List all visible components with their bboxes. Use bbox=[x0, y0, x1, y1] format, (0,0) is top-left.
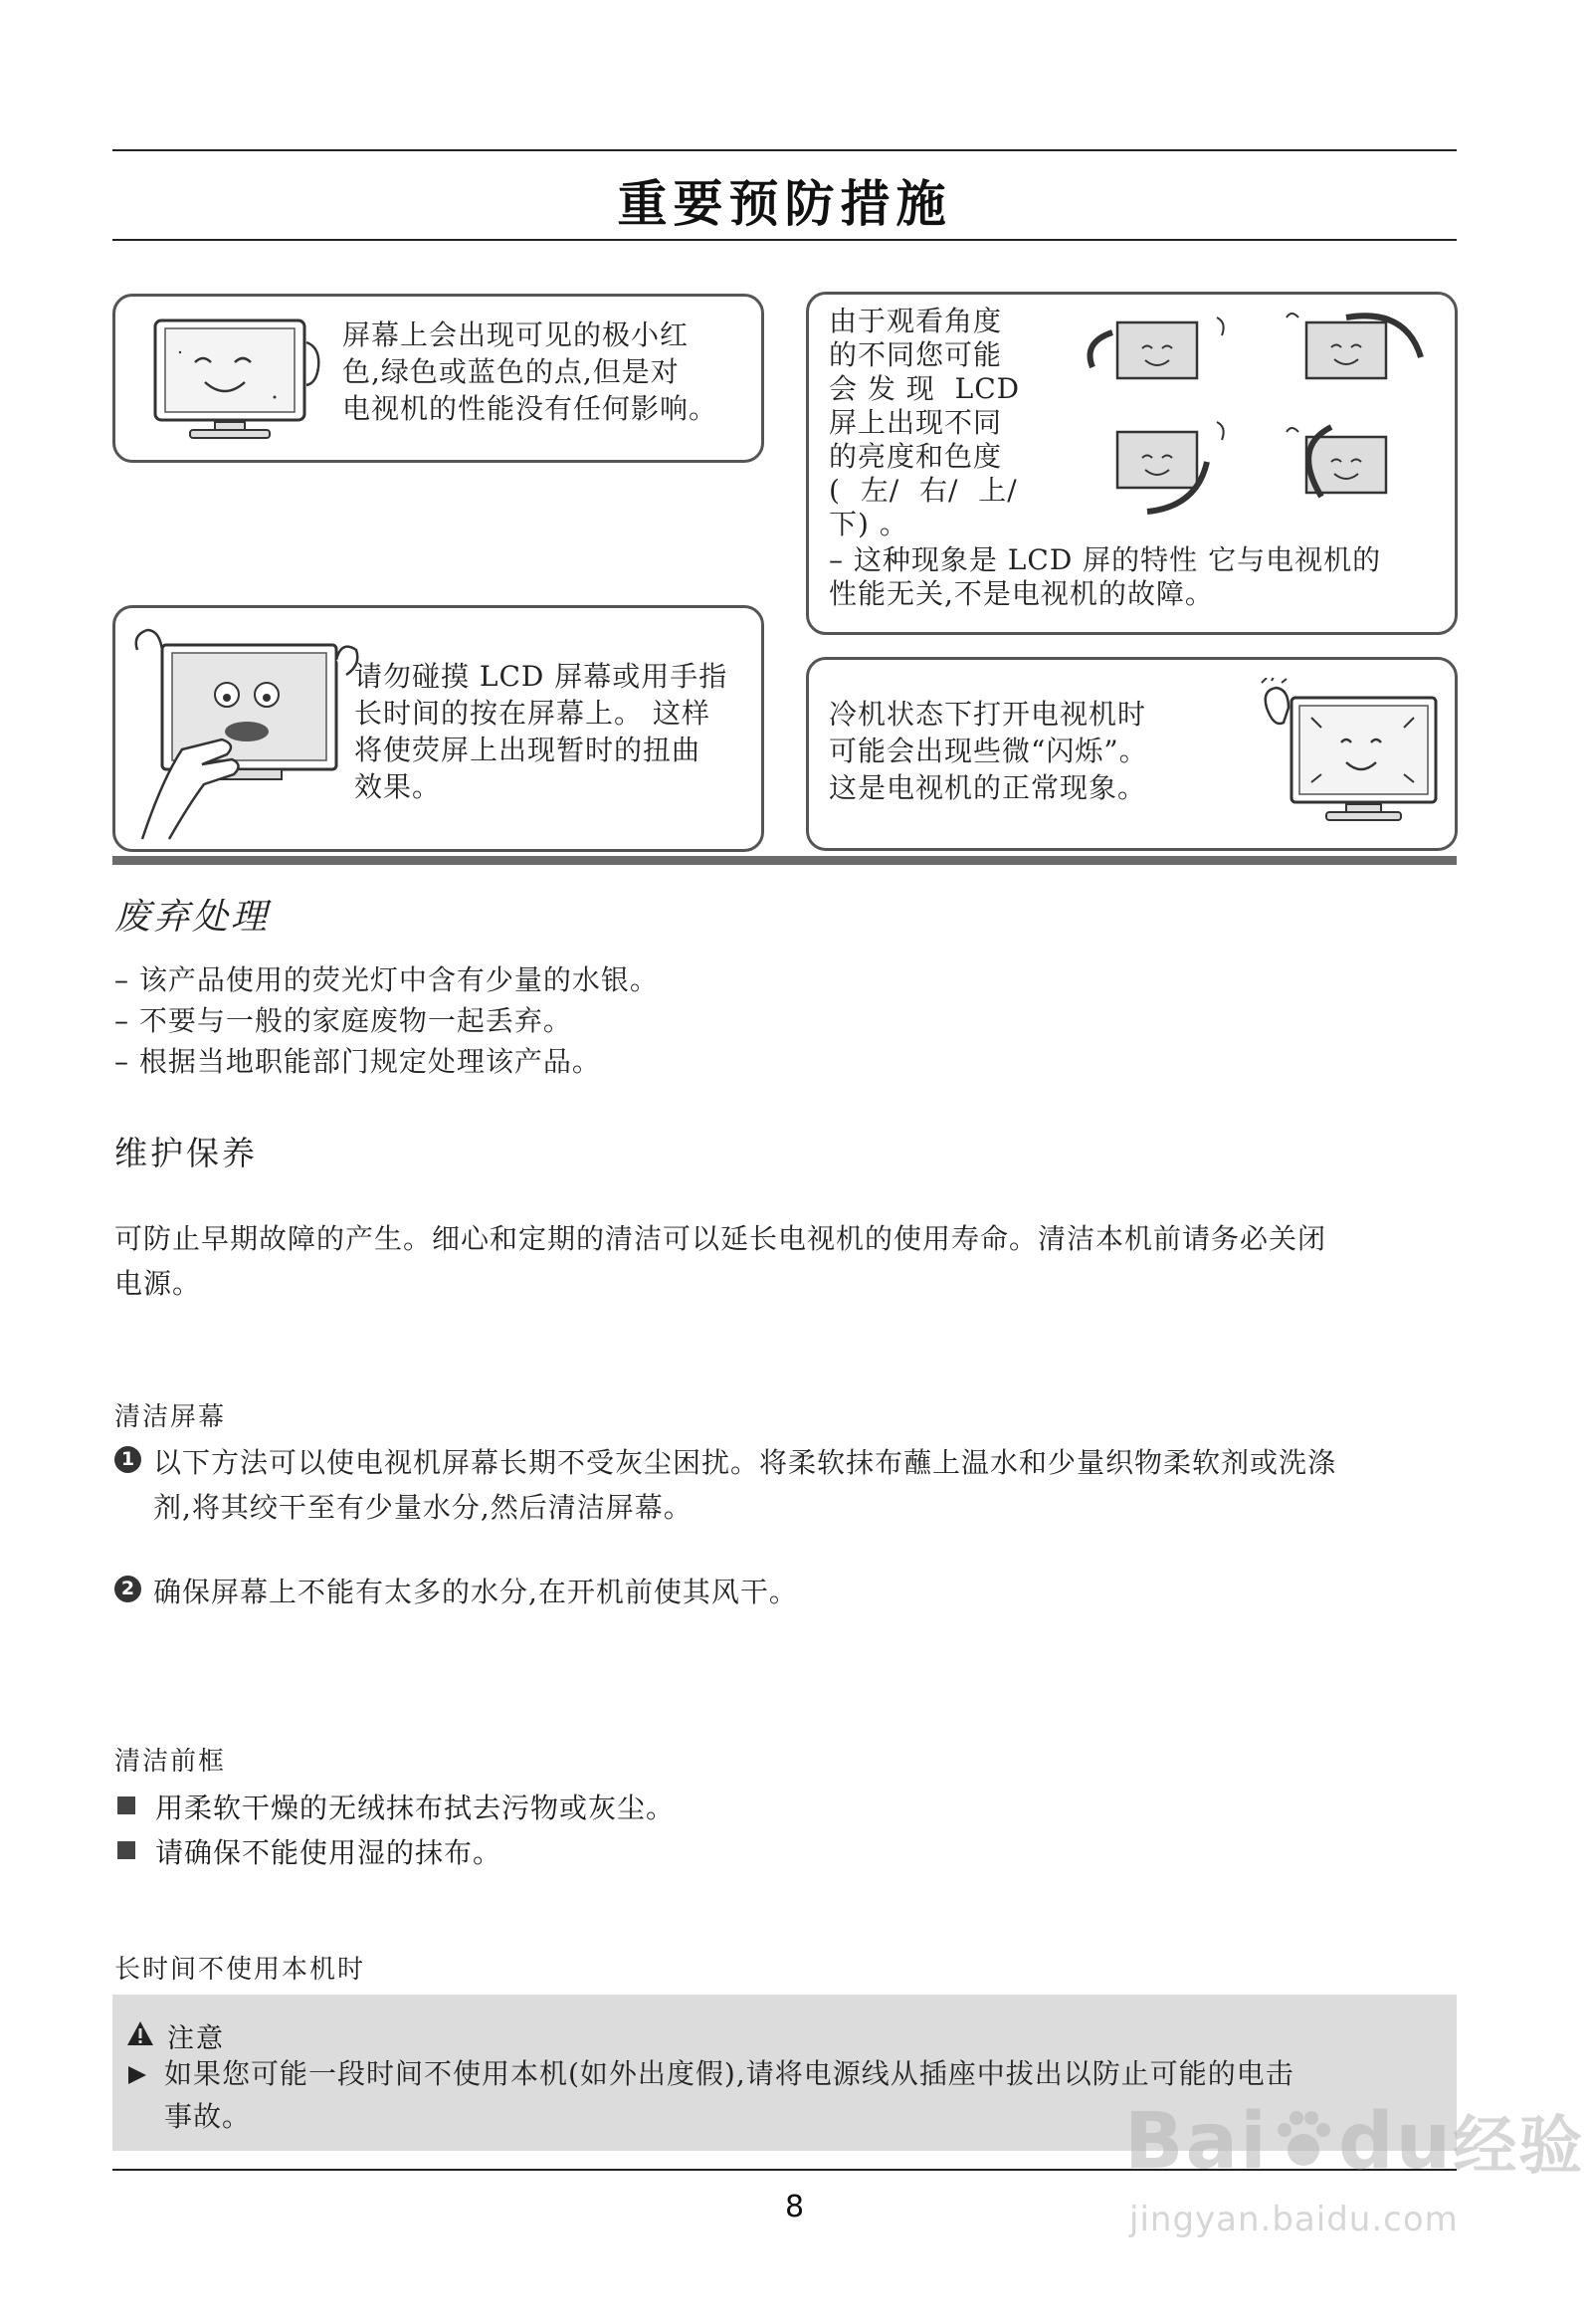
dots-notice-box bbox=[112, 294, 764, 463]
cold-text: 冷机状态下打开电视机时 可能会出现些微“闪烁”。 这是电视机的正常现象。 bbox=[829, 698, 1148, 804]
dots-text: 屏幕上会出现可见的极小红 色,绿色或蓝色的点,但是对 电视机的性能没有任何影响。 bbox=[342, 318, 718, 425]
watermark-logo: Bai du经验 bbox=[1124, 2097, 1585, 2187]
tv-flicker-icon bbox=[1247, 678, 1446, 837]
viewing-angle-box bbox=[806, 292, 1458, 635]
screen-step-2 bbox=[114, 1576, 153, 1602]
maintenance-intro: 可防止早期故障的产生。细心和定期的清洁可以延长电视机的使用寿命。清洁本机前请务必关闭 电源。 bbox=[114, 1222, 1327, 1300]
page-title: 重要预防措施 bbox=[617, 175, 952, 233]
screen-step-1 bbox=[114, 1446, 153, 1473]
paw-icon bbox=[1269, 2106, 1338, 2176]
arrow-right-icon bbox=[126, 2064, 148, 2086]
cold-start-box bbox=[806, 657, 1458, 851]
disposal-item: – 根据当地职能部门规定处理该产品。 bbox=[114, 1045, 601, 1078]
section-divider bbox=[112, 856, 1457, 865]
title-rule bbox=[112, 239, 1457, 241]
tv-smiling-icon bbox=[135, 313, 329, 447]
disposal-item: – 该产品使用的荧光灯中含有少量的水银。 bbox=[114, 963, 659, 996]
touch-warning-box bbox=[112, 605, 764, 852]
square-bullet-icon bbox=[117, 1796, 135, 1814]
caution-text: 如果您可能一段时间不使用本机(如外出度假),请将电源线从插座中拔出以防止可能的电击 事故。 bbox=[164, 2057, 1294, 2133]
watermark-url: jingyan.baidu.com bbox=[1129, 2200, 1459, 2239]
tv-touched-icon bbox=[127, 620, 361, 844]
disposal-heading: 废弃处理 bbox=[114, 897, 271, 938]
screen-step-1-text: 以下方法可以使电视机屏幕长期不受灰尘困扰。将柔软抹布蘸上温水和少量织物柔软剂或洗涤 剂,将其绞干至有少量水分,然后清洁屏幕。 bbox=[153, 1446, 1337, 1524]
angle-text: 由于观看角度 的不同您可能 会 发 现 LCD 屏上出现不同 的亮度和色度 ( 左/ 右/ 上/ 下) 。 bbox=[829, 305, 1021, 540]
top-rule bbox=[112, 149, 1457, 151]
maintenance-heading: 维护保养 bbox=[114, 1134, 258, 1172]
step-number-icon: 2 bbox=[114, 1576, 141, 1602]
warning-triangle-icon bbox=[126, 2020, 154, 2046]
caution-label: 注意 bbox=[167, 2023, 225, 2054]
frame-item: 请确保不能使用湿的抹布。 bbox=[117, 1831, 501, 1871]
tv-rotation-icons bbox=[1078, 303, 1446, 541]
frame-cleaning-heading: 清洁前框 bbox=[114, 1747, 227, 1777]
page-number: 8 bbox=[784, 2190, 805, 2224]
touch-text: 请勿碰摸 LCD 屏幕或用手指 长时间的按在屏幕上。 这样 将使荧屏上出现暂时的扭曲 效果。 bbox=[354, 660, 728, 803]
disposal-item: – 不要与一般的家庭废物一起丢弃。 bbox=[114, 1004, 572, 1037]
step-number-icon: 1 bbox=[114, 1446, 141, 1473]
angle-note: – 这种现象是 LCD 屏的特性 它与电视机的 性能无关,不是电视机的故障。 bbox=[829, 543, 1382, 610]
frame-item: 用柔软干燥的无绒抹布拭去污物或灰尘。 bbox=[117, 1787, 675, 1826]
screen-cleaning-heading: 清洁屏幕 bbox=[114, 1402, 227, 1432]
square-bullet-icon bbox=[117, 1841, 135, 1859]
screen-step-2-text: 确保屏幕上不能有太多的水分,在开机前使其风干。 bbox=[153, 1576, 798, 1608]
long-unused-heading: 长时间不使用本机时 bbox=[114, 1955, 366, 1985]
